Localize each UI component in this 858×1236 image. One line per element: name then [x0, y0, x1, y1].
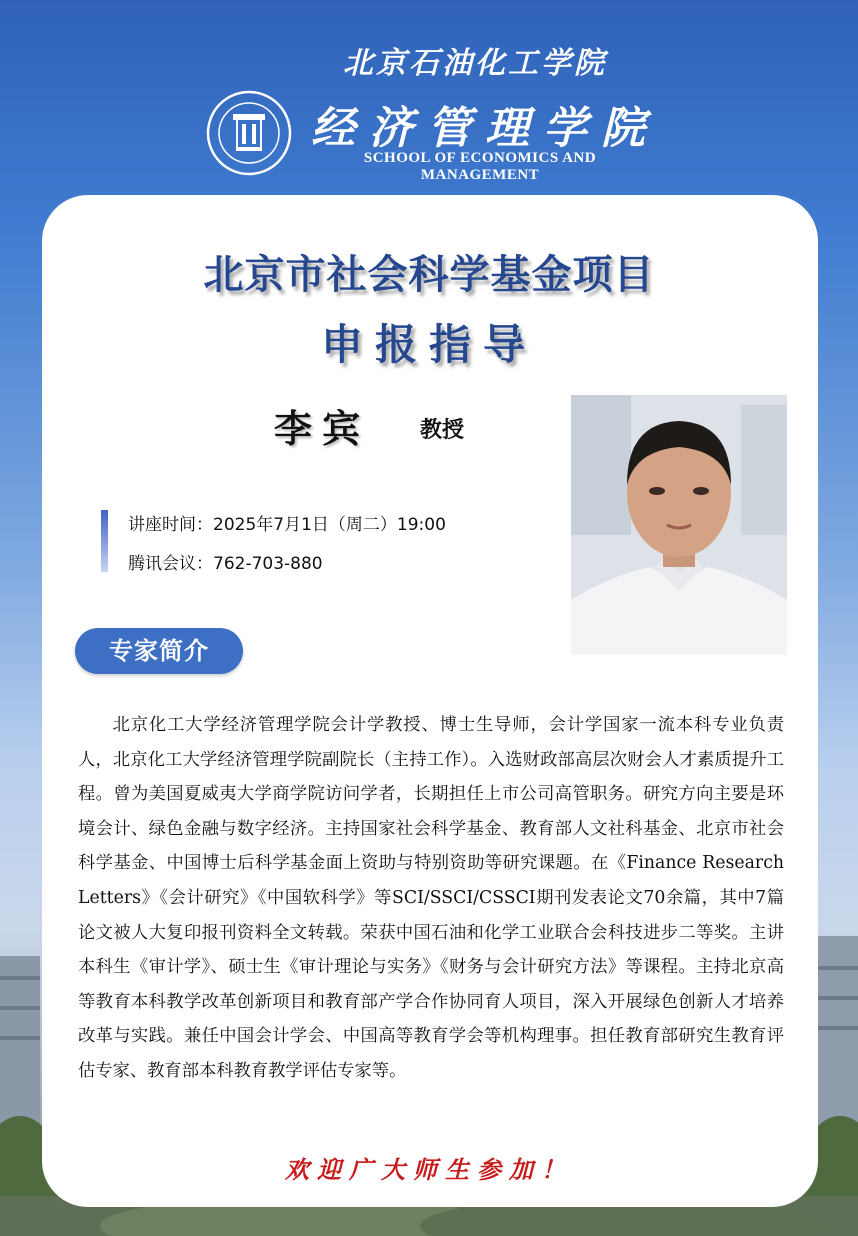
college-name: 经济管理学院: [311, 103, 659, 154]
speaker-photo: [571, 395, 787, 655]
lecture-time: 讲座时间：2025年7月1日（周二）19:00: [128, 515, 446, 535]
header: [0, 0, 858, 200]
poster-title-line2: 申报指导: [320, 320, 537, 369]
college-name-english: SCHOOL OF ECONOMICS AND MANAGEMENT: [363, 150, 597, 183]
poster-title-line1: 北京市社会科学基金项目: [203, 252, 655, 298]
speaker-title: 教授: [420, 418, 465, 443]
info-accent-bar: [101, 510, 108, 572]
college-seal-icon: [206, 90, 292, 176]
expert-bio: 北京化工大学经济管理学院会计学教授、博士生导师，会计学国家一流本科专业负责人，北京化工大学经济管理学院副院长（主持工作）。入选财政部高层次财会人才素质提升工程。曾为美国夏威夷大学商学院访问学者，长期担任上市公司高管职务。研究方向主要是环境会计、绿色金融与数字经济。主持国家社会科学基金、教育部人文社科基金、北京市社会科学基金、中国博士后科学基金面上资助与特别资助等研究课题。在《Finance Research Letters》《会计研究》《中国软科学》等SCI/SSCI/CSSCI期刊发表论文70余篇，其中7篇论文被人大复印报刊资料全文转载。荣获中国石油和化学工业联合会科技进步二等奖。主讲本科生《审计学》、硕士生《审计理论与实务》《财务与会计研究方法》等课程。主持北京高等教育本科教学改革创新项目和教育部产学合作协同育人项目，深入开展绿色创新人才培养改革与实践。兼任中国会计学会、中国高等教育学会等机构理事。担任教育部研究生教育评估专家、教育部本科教育教学评估专家等。: [78, 715, 784, 1081]
welcome-message: 欢迎广大师生参加！: [285, 1155, 573, 1184]
expert-intro-badge: 专家简介: [75, 628, 243, 674]
tencent-meeting-id: 腾讯会议：762-703-880: [128, 554, 323, 574]
school-name: 北京石油化工学院: [343, 46, 607, 81]
speaker-name: 李宾: [274, 407, 371, 451]
